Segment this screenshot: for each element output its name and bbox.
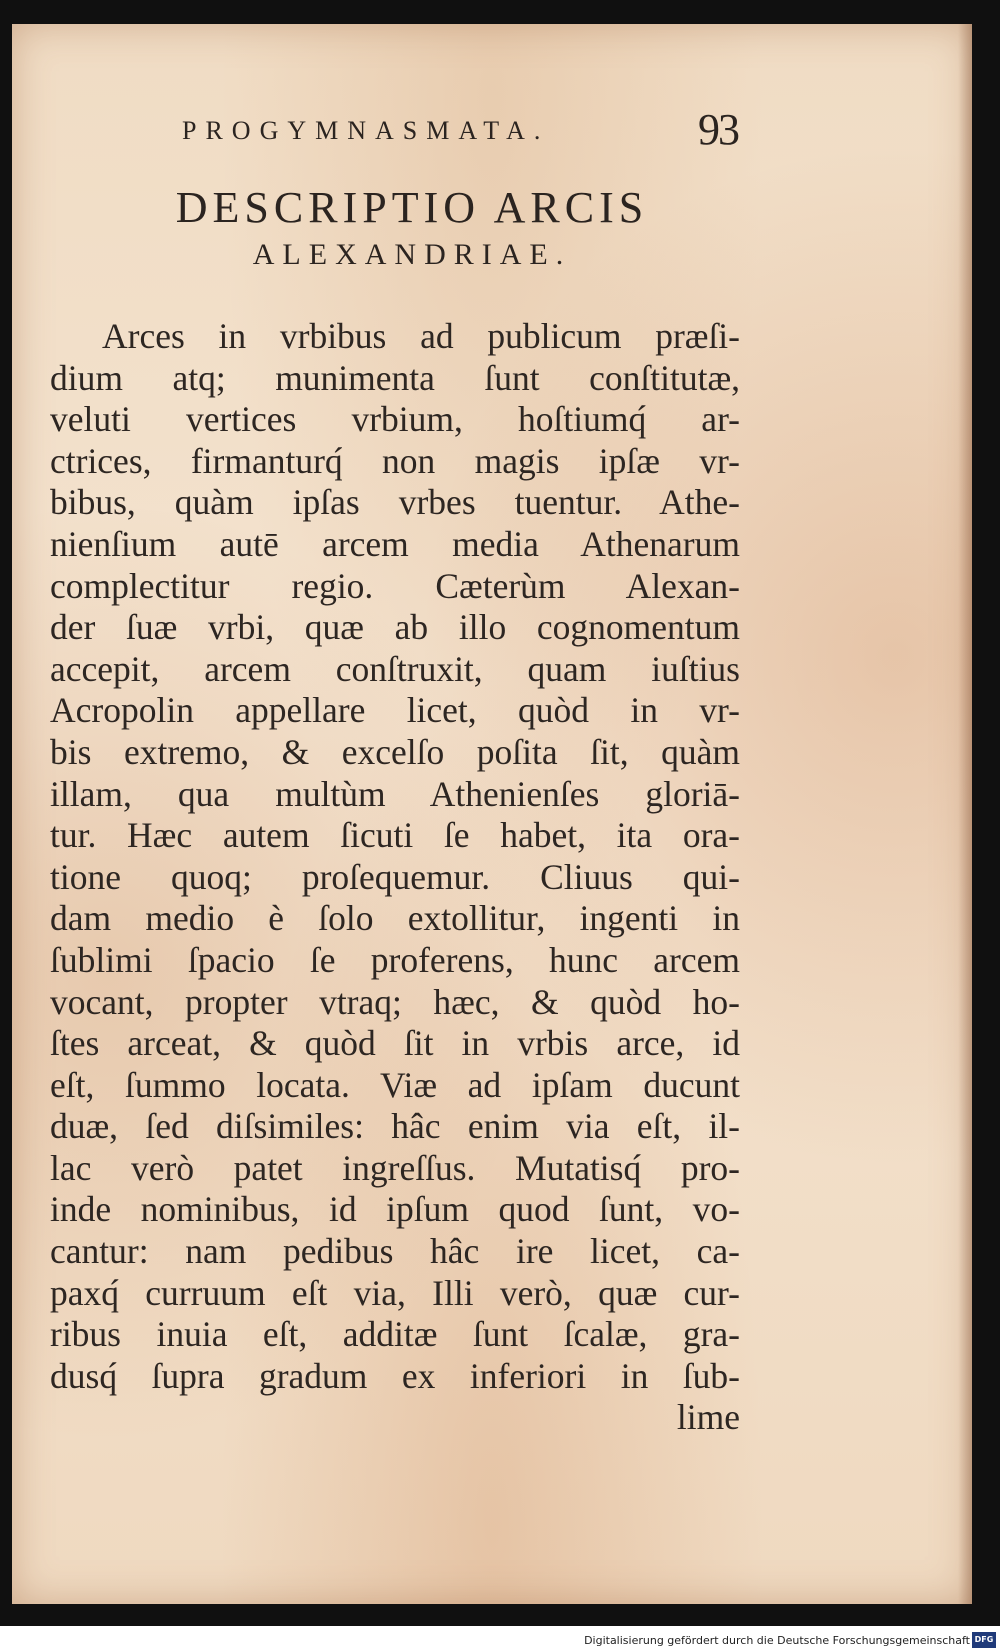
digitization-footer <box>0 1626 1000 1652</box>
running-head: PROGYMNASMATA. <box>182 116 550 145</box>
text-line: duæ, ſed diſsimiles: hâc enim via eſt, il- <box>50 1106 740 1147</box>
text-line: paxq́ curruum eſt via, Illi verò, quæ cur- <box>50 1272 740 1313</box>
footer-credit: Digitalisierung gefördert durch die Deutsche Forschungsgemeinschaft <box>584 1634 970 1647</box>
text-line: dium atq; munimenta ſunt conſtitutæ, <box>50 357 740 398</box>
book-page <box>12 24 972 1604</box>
page-number: 93 <box>698 105 738 154</box>
text-line: Arces in vrbibus ad publicum præſi- <box>102 316 740 356</box>
text-line: ctrices, firmanturq́ non magis ipſæ vr- <box>50 440 740 481</box>
text-line: eſt, ſummo locata. Viæ ad ipſam ducunt <box>50 1064 740 1105</box>
text-line: ſtes arceat, & quòd ſit in vrbis arce, id <box>50 1023 740 1064</box>
text-line: lac verò patet ingreſſus. Mutatisq́ pro- <box>50 1147 740 1188</box>
text-line: ribus inuia eſt, additæ ſunt ſcalæ, gra- <box>50 1314 740 1355</box>
text-line: bis extremo, & excelſo poſita ſit, quàm <box>50 731 740 772</box>
text-line: Acropolin appellare licet, quòd in vr- <box>50 690 740 731</box>
chapter-subtitle: ALEXANDRIAE. <box>252 238 572 271</box>
text-line: tione quoq; proſequemur. Cliuus qui- <box>50 856 740 897</box>
text-line: accepit, arcem conſtruxit, quam iuſtius <box>50 648 740 689</box>
page-edge-shadow <box>958 24 972 1604</box>
text-line: ſublimi ſpacio ſe proferens, hunc arcem <box>50 939 740 980</box>
text-line: vocant, propter vtraq; hæc, & quòd ho- <box>50 981 740 1022</box>
dfg-logo: DFG <box>972 1632 996 1648</box>
text-line: lime <box>676 1397 740 1438</box>
text-line: veluti vertices vrbium, hoſtiumq́ ar- <box>50 399 740 440</box>
text-line: tur. Hæc autem ſicuti ſe habet, ita ora- <box>50 815 740 856</box>
body-text <box>50 316 740 1439</box>
text-line: bibus, quàm ipſas vrbes tuentur. Athe- <box>50 482 740 523</box>
text-line: der ſuæ vrbi, quæ ab illo cognomentum <box>50 607 740 648</box>
text-line: dam medio è ſolo extollitur, ingenti in <box>50 898 740 939</box>
text-line: dusq́ ſupra gradum ex inferiori in ſub- <box>50 1355 740 1396</box>
chapter-title: DESCRIPTIO ARCIS <box>175 183 649 232</box>
text-line: nienſium autē arcem media Athenarum <box>50 523 740 564</box>
text-line: illam, qua multùm Athenienſes gloriā- <box>50 773 740 814</box>
text-line: inde nominibus, id ipſum quod ſunt, vo- <box>50 1189 740 1230</box>
text-line: complectitur regio. Cæterùm Alexan- <box>50 565 740 606</box>
text-line: cantur: nam pedibus hâc ire licet, ca- <box>50 1231 740 1272</box>
